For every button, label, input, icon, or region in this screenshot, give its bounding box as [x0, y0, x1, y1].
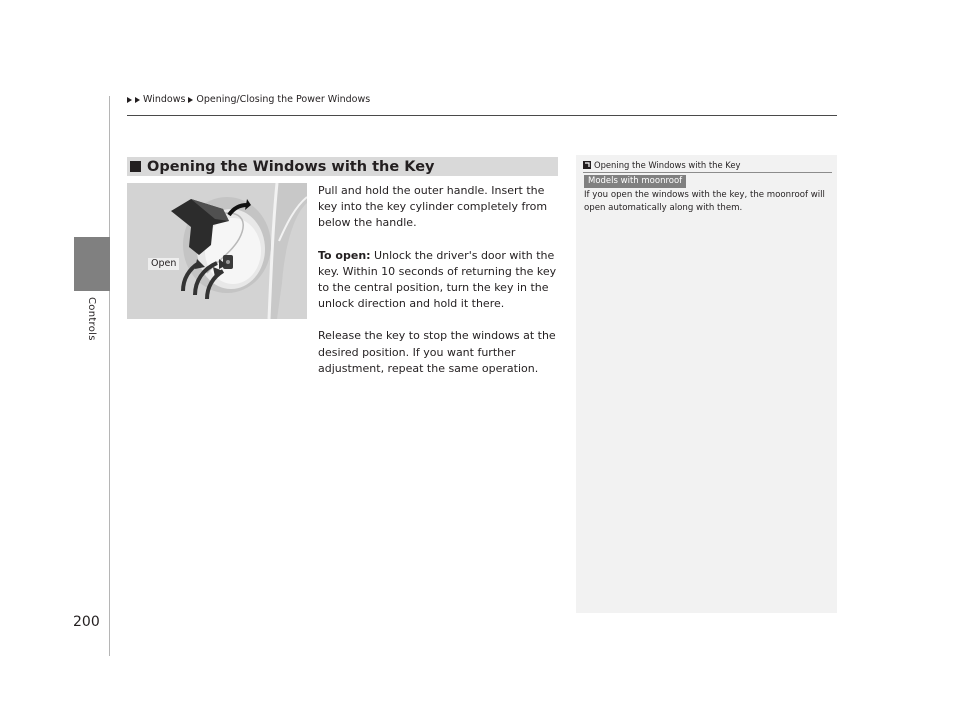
breadcrumb-link-windows[interactable]: Windows	[143, 94, 186, 105]
note-rule	[583, 172, 832, 173]
door-handle-illustration	[127, 183, 307, 319]
instructions-text	[318, 183, 560, 393]
model-badge: Models with moonroof	[584, 175, 686, 188]
breadcrumb-arrow-icon	[188, 97, 193, 103]
breadcrumb-arrow-icon	[135, 97, 140, 103]
key-handle-illustration	[127, 183, 307, 319]
open-callout-label: Open	[148, 258, 179, 270]
header-rule	[127, 115, 837, 116]
section-title: Opening the Windows with the Key	[147, 158, 435, 175]
note-heading	[583, 160, 740, 170]
to-open-label: To open:	[318, 248, 371, 262]
instruction-paragraph: Pull and hold the outer handle. Insert the key into the key cylinder completely from below the handle.	[318, 184, 548, 230]
section-square-icon	[130, 161, 141, 172]
breadcrumb-current[interactable]: Opening/Closing the Power Windows	[196, 94, 371, 105]
chapter-tab	[74, 237, 110, 291]
breadcrumb-arrow-icon	[127, 97, 132, 103]
instruction-paragraph	[318, 248, 560, 313]
note-text: If you open the windows with the key, the moonroof will open automatically along with them.	[584, 190, 825, 213]
instruction-paragraph: Release the key to stop the windows at the desired position. If you want further adjustment, repeat the same operation.	[318, 329, 556, 375]
note-heading-text: Opening the Windows with the Key	[594, 160, 741, 170]
to-open-text: Unlock the driver's door with the key. Within 10 seconds of returning the key to the central position, turn the key in the unlock direction and hold it there.	[318, 248, 557, 311]
section-header	[127, 157, 558, 176]
breadcrumb	[127, 94, 370, 105]
side-divider	[109, 96, 110, 656]
note-reference-icon	[583, 161, 591, 169]
page-number: 200	[73, 614, 100, 630]
chapter-label: Controls	[86, 297, 97, 341]
side-note-panel	[576, 155, 837, 613]
